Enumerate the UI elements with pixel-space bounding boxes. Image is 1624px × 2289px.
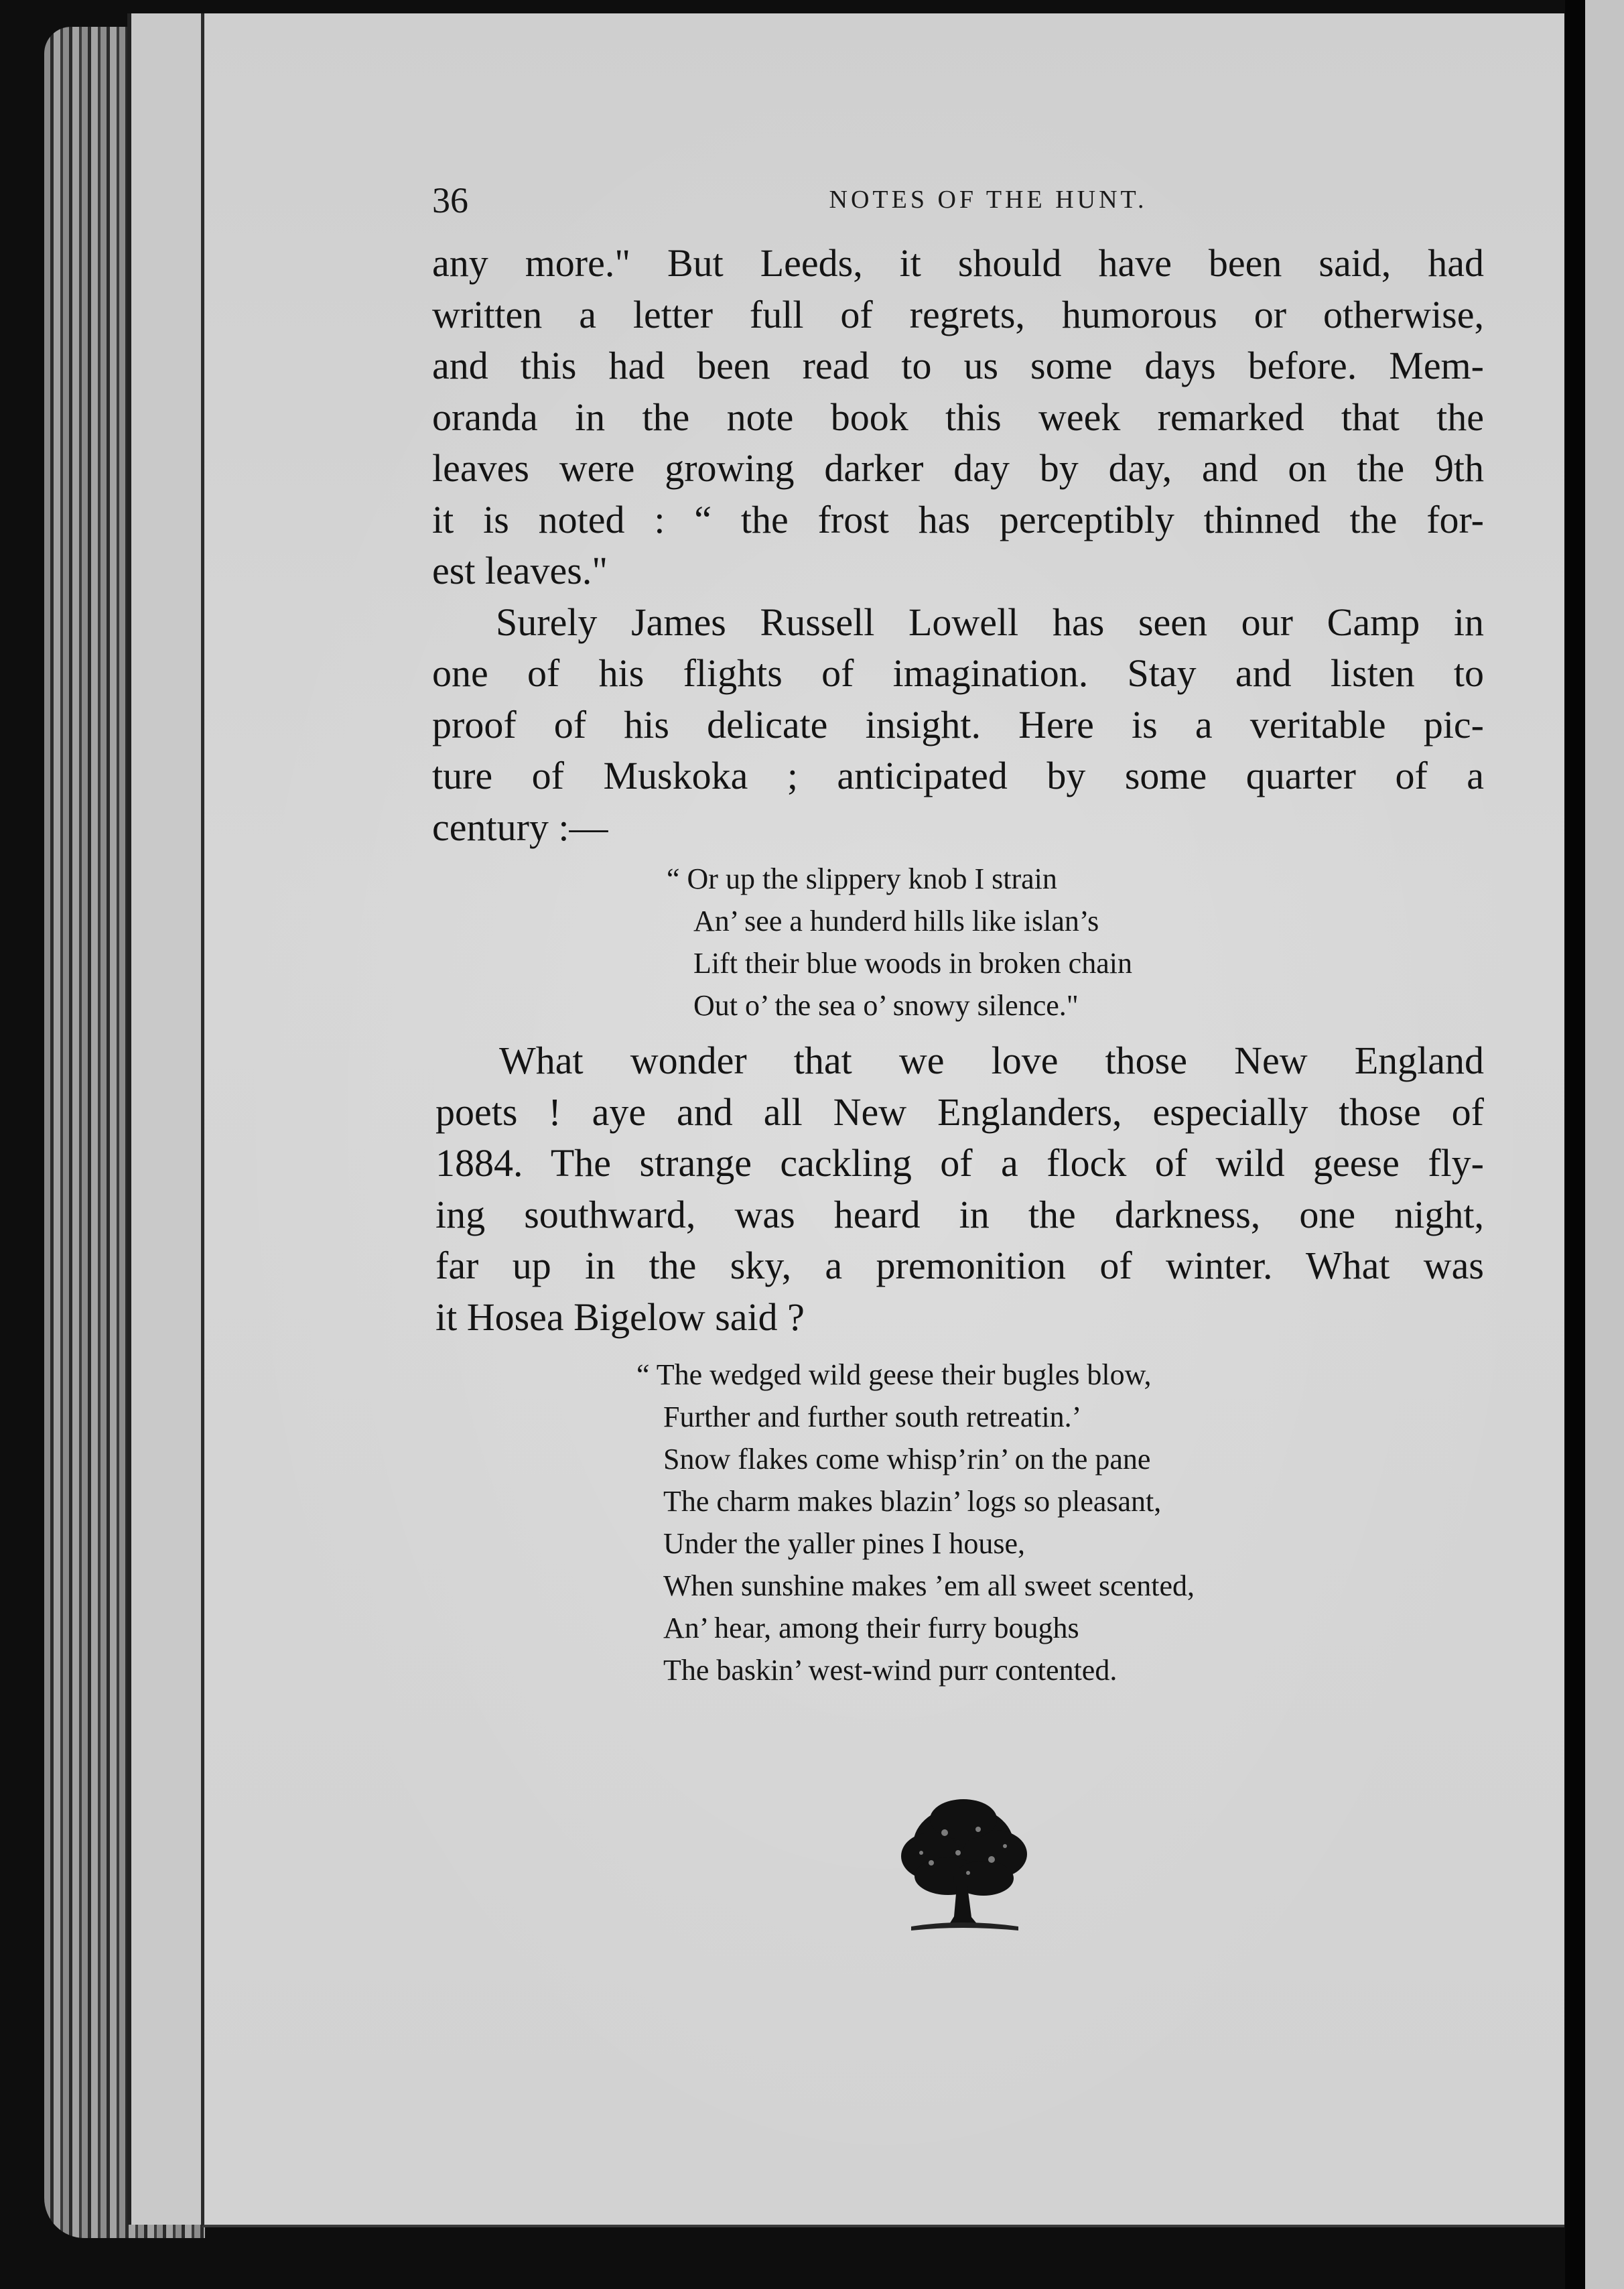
text-line: far up in the sky, a premonition of winter. What was (435, 1244, 1484, 1287)
poem-2 (636, 1354, 1195, 1691)
paragraph-1 (432, 238, 1484, 597)
text-line: proof of his delicate insight. Here is a veritable pic- (432, 702, 1484, 746)
running-title: NOTES OF THE HUNT. (829, 186, 1148, 214)
binding-shadow (1565, 0, 1585, 2289)
text-line: written a letter full of regrets, humorous or otherwise, (432, 292, 1484, 336)
poem-line: Snow flakes come whisp’rin’ on the pane (663, 1443, 1151, 1476)
text-line: it is noted : “ the frost has perceptibly thinned the for- (432, 497, 1484, 541)
tree-icon (884, 1792, 1038, 1940)
text-line: one of his flights of imagination. Stay and listen to (432, 651, 1484, 695)
paragraph-3 (435, 1035, 1484, 1343)
text-line: What wonder that we love those New England (499, 1039, 1484, 1082)
paragraph-2 (432, 597, 1484, 854)
body-text (432, 238, 1484, 853)
text-line: it Hosea Bigelow said ? (435, 1295, 805, 1339)
text-line: 1884. The strange cackling of a flock of wild geese fly- (435, 1141, 1484, 1185)
poem-line: Lift their blue woods in broken chain (693, 947, 1132, 980)
poem-1 (667, 858, 1132, 1027)
text-line: and this had been read to us some days before. Mem- (432, 344, 1484, 387)
poem-line: When sunshine makes ’em all sweet scented, (663, 1569, 1195, 1602)
poem-line: An’ hear, among their furry boughs (663, 1612, 1079, 1644)
running-head (432, 180, 1484, 220)
poem-line: The charm makes blazin’ logs so pleasant, (663, 1485, 1162, 1518)
next-page-edge (1585, 0, 1624, 2289)
text-line: century :— (432, 805, 608, 849)
text-line: Surely James Russell Lowell has seen our Camp in (496, 600, 1484, 644)
text-line: oranda in the note book this week remarked that the (432, 395, 1484, 439)
text-line: poets ! aye and all New Englanders, especially those of (435, 1090, 1484, 1134)
text-line: est leaves." (432, 549, 608, 592)
poem-line: An’ see a hunderd hills like islan’s (693, 905, 1099, 937)
poem-line: Under the yaller pines I house, (663, 1527, 1026, 1560)
poem-line: “ The wedged wild geese their bugles blow, (636, 1358, 1152, 1391)
text-line: ture of Muskoka ; anticipated by some quarter of a (432, 754, 1484, 797)
page-number: 36 (432, 180, 468, 220)
poem-line: The baskin’ west-wind purr contented. (663, 1654, 1118, 1687)
text-line: ing southward, was heard in the darkness, one night, (435, 1192, 1484, 1236)
poem-line: Further and further south retreatin.’ (663, 1400, 1082, 1433)
poem-line: “ Or up the slippery knob I strain (667, 862, 1057, 895)
text-line: leaves were growing darker day by day, and on the 9th (432, 446, 1484, 490)
poem-line: Out o’ the sea o’ snowy silence." (693, 989, 1079, 1022)
text-line: any more." But Leeds, it should have been said, had (432, 241, 1484, 285)
page-edge-inner (127, 13, 208, 2225)
